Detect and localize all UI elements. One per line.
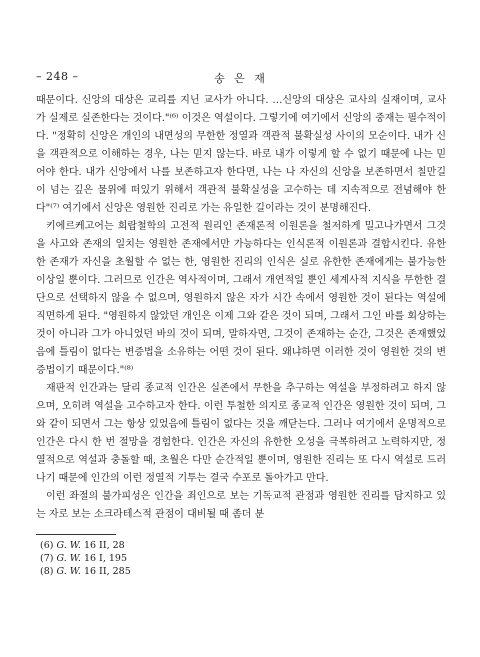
document-page — [36, 66, 446, 578]
paragraph: 때문이다. 신앙의 대상은 교리를 지닌 교사가 아니다. …신앙의 대상은 교사의 실재이며, 교사가 실제로 실존한다는 것이다."⁽⁶⁾ 이것은 역설이다. 그렇기에 여기에서 신앙의 중재는 필수적이다. "정확히 신앙은 개인의 내면성의 무한한 정열과 객관적 불확실성 사이의 모순이다. 내가 신을 객관적으로 이해하는 경우, 나는 믿지 않는다. 바로 내가 이렇게 할 수 없기 때문에 나는 믿어야 한다. 내가 신앙에서 나를 보존하고자 한다면, 나는 나 자신의 신앙을 보존하면서 칠만길이 넘는 깊은 물위에 떠있기 위해서 객관적 불확실성을 고수하는 데 지속적으로 전념해야 한다"⁽⁷⁾ 여기에서 신앙은 영원한 진리로 가는 유일한 길이라는 것이 분명해진다. — [36, 95, 446, 214]
paragraph: 키에르케고어는 희랍철학의 고전적 원리인 존재론적 이원론을 철저하게 밀고나가면서 그것을 사고와 존재의 일치는 영원한 존재에서만 가능하다는 인식론적 이원론과 결합시킨다. 유한한 존재가 자신을 초월할 수 없는 한, 영원한 진리의 인식은 실로 유한한 존재에게는 불가능한 이상일 뿐이다. 그러므로 인간은 역사적이며, 그래서 개연적일 뿐인 세계사적 지식을 무한한 결단으로 선택하지 않을 수 없으며, 영원하지 않은 자가 시간 속에서 영원한 것이 된다는 역설에 직면하게 된다. "영원하지 않았던 개인은 이제 그와 같은 것이 되며, 그래서 그인 바를 회상하는 것이 아니라 그가 아니었던 바의 것이 되며, 말하자면, 그것이 존재하는 순간, 그것은 존재했었음에 틀림이 없다는 변증법을 소유하는 어떤 것이 된다. 왜냐하면 이러한 것이 영원한 것의 변증법이기 때문이다."⁽⁸⁾ — [36, 221, 446, 376]
body-text — [36, 92, 446, 524]
page-number: – 248 – — [36, 70, 79, 83]
footnote-number: (8) — [40, 566, 54, 577]
page-header — [36, 66, 446, 88]
footnote-number: (7) — [40, 553, 54, 564]
footnote-reference: G. W. — [56, 540, 81, 551]
footnote-location: 16 II, 28 — [83, 540, 125, 551]
running-head: 송 은 재 — [214, 72, 268, 85]
footnote-reference: G. W. — [56, 553, 81, 564]
footnote — [40, 565, 446, 578]
footnotes — [36, 539, 446, 578]
footnote-location: 16 I, 195 — [83, 553, 127, 564]
footnote-number: (6) — [40, 540, 54, 551]
paragraph: 이런 좌절의 불가피성은 인간을 죄인으로 보는 기독교적 관점과 영원한 진리를 담지하고 있는 자로 보는 소크라테스적 관점이 대비될 때 좀더 분 — [36, 491, 446, 520]
paragraph: 재판적 인간과는 달리 종교적 인간은 실존에서 무한을 추구하는 역설을 부정하려고 하지 않으며, 오히려 역설을 고수하고자 한다. 이런 투철한 의지로 종교적 인간은 영원한 것이 되며, 그와 같이 되면서 그는 항상 있었음에 틀림이 없다는 것을 깨닫는다. 그러나 여기에서 운명적으로 인간은 다시 한 번 절망을 경험한다. 인간은 자신의 유한한 오성을 극복하려고 노력하지만, 정열적으로 역설과 충돌할 때, 초월은 다만 순간적일 뿐이며, 영원한 진리는 또 다시 역설로 드러나기 때문에 인간의 이런 정열적 기투는 결국 수포로 돌아가고 만다. — [36, 383, 446, 484]
footnote — [40, 539, 446, 552]
footnote — [40, 552, 446, 565]
footnote-location: 16 II, 285 — [83, 566, 131, 577]
footnote-reference: G. W. — [56, 566, 81, 577]
footnote-divider — [36, 534, 116, 535]
